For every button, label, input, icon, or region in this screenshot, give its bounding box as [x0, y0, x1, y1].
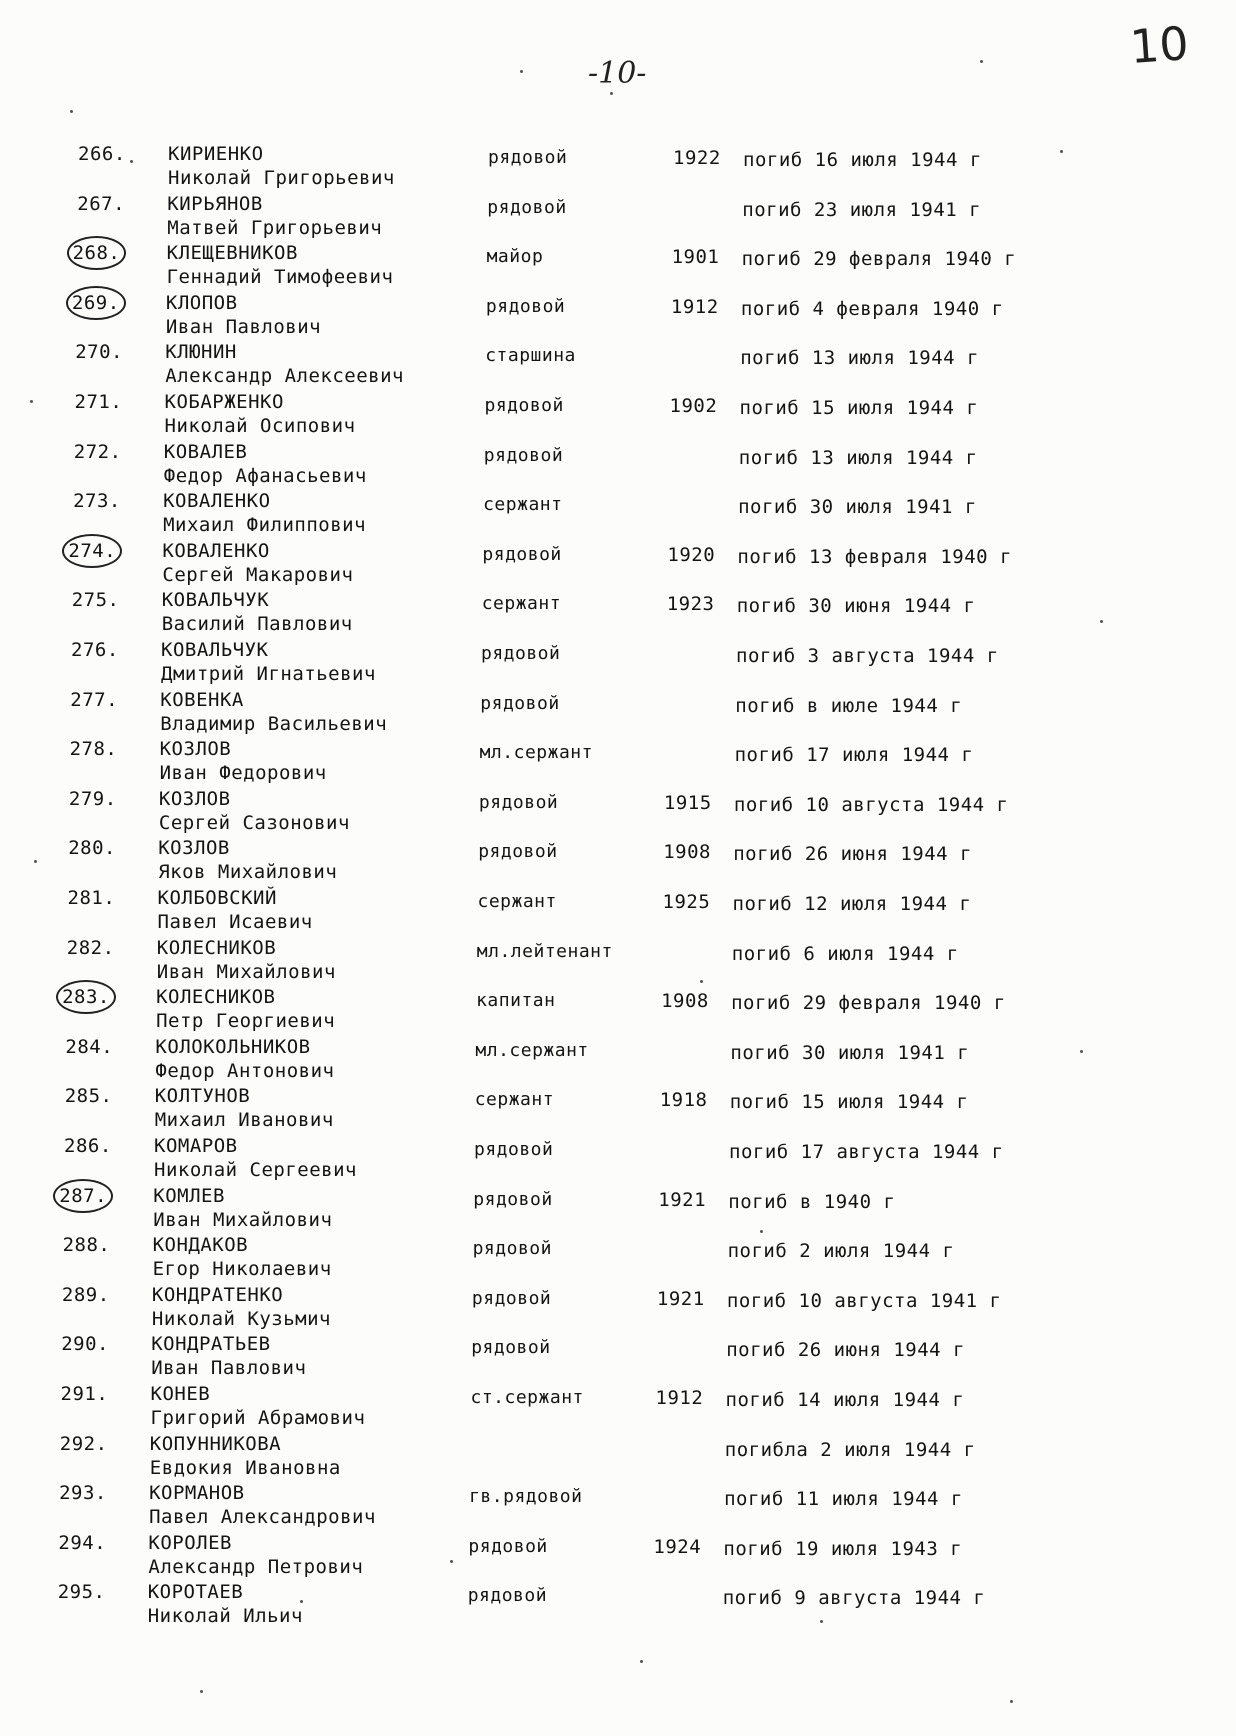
entry-surname: КОМЛЕВ — [153, 1184, 225, 1207]
entry-rank: рядовой — [478, 841, 558, 863]
entry-number: 288. — [62, 1234, 111, 1257]
entry-rank: рядовой — [472, 1238, 552, 1260]
entry-surname: КОВАЛЕВ — [163, 440, 248, 463]
entry-given-name: Сергей Макарович — [162, 563, 354, 586]
entry-number: 276. — [71, 639, 119, 661]
entry-surname: КОЗЛОВ — [159, 738, 232, 761]
entry-rank: сержант — [474, 1089, 555, 1111]
entry-given-name: Евдокия Ивановна — [149, 1456, 341, 1479]
entry-given-name: Александр Петрович — [148, 1555, 364, 1578]
entry-fate: погиб 11 июля 1944 г — [724, 1488, 963, 1511]
scan-speck — [30, 400, 33, 403]
entry-surname: КОРОТАЕВ — [147, 1581, 244, 1604]
list-entry — [77, 192, 1197, 241]
entry-number: 295. — [57, 1581, 106, 1604]
entry-birth-year: 1908 — [661, 990, 709, 1013]
list-entry — [59, 1184, 1183, 1233]
entry-fate: погиб 17 июля 1944 г — [734, 744, 974, 767]
entry-given-name: Василий Павлович — [161, 613, 353, 636]
entry-birth-year: 1901 — [671, 246, 720, 269]
entry-number: 266. — [78, 143, 126, 165]
entry-given-name: Николай Ильич — [147, 1605, 303, 1628]
entry-rank: рядовой — [485, 295, 566, 317]
scan-speck — [1100, 620, 1103, 623]
entry-number: 277. — [70, 688, 119, 711]
entry-fate: погиб 15 июля 1944 г — [729, 1091, 969, 1114]
entry-number: 273. — [73, 490, 121, 513]
entry-given-name: Павел Исаевич — [157, 911, 313, 933]
entry-rank: рядовой — [484, 395, 564, 416]
entry-rank: старшина — [485, 345, 576, 367]
entry-fate: погиб 26 июня 1944 г — [733, 843, 972, 866]
entry-rank: рядовой — [487, 196, 567, 218]
entry-given-name: Николай Григорьевич — [168, 167, 395, 189]
entry-birth-year: 1918 — [659, 1089, 708, 1112]
entry-surname: КЛОПОВ — [165, 291, 238, 314]
list-entry — [69, 787, 1189, 836]
entry-surname: КОБАРЖЕНКО — [164, 391, 284, 413]
entry-fate: погиб 29 февраля 1940 г — [731, 992, 1006, 1015]
entry-given-name: Иван Павлович — [151, 1357, 307, 1380]
scan-speck — [70, 110, 73, 113]
entry-rank: майор — [486, 246, 544, 268]
entry-rank: сержант — [477, 891, 557, 912]
list-entry — [68, 539, 1192, 588]
entry-fate: погиб 13 февраля 1940 г — [737, 545, 1012, 568]
list-entry — [61, 1332, 1181, 1381]
entry-fate: погиб 23 июля 1941 г — [742, 198, 982, 221]
entry-surname: КОВАЛЕНКО — [162, 539, 270, 562]
entry-rank: рядовой — [482, 543, 562, 565]
scan-speck — [980, 60, 983, 63]
entry-number: 280. — [68, 837, 116, 860]
scan-speck — [34, 860, 37, 863]
entry-fate: погиб в 1940 г — [728, 1190, 896, 1213]
entry-given-name: Григорий Абрамович — [150, 1407, 366, 1429]
entry-given-name: Дмитрий Игнатьевич — [161, 663, 376, 685]
entry-surname: КОЛЕСНИКОВ — [156, 936, 277, 959]
entry-surname: КОЛТУНОВ — [154, 1085, 251, 1108]
entry-fate: погиб 17 августа 1944 г — [729, 1141, 1004, 1163]
entry-surname: КОВЕНКА — [160, 688, 244, 711]
list-entry — [72, 241, 1197, 290]
entry-fate: погиб 30 июня 1944 г — [736, 595, 976, 618]
list-entry — [68, 886, 1188, 935]
entry-fate: погиб 6 июля 1944 г — [731, 942, 959, 965]
entry-surname: КЛЕЩЕВНИКОВ — [166, 242, 298, 265]
entry-birth-year: 1912 — [655, 1387, 704, 1409]
entry-given-name: Михаил Филиппович — [163, 514, 367, 537]
entry-birth-year: 1925 — [662, 891, 711, 913]
entry-fate: погиб 30 июля 1941 г — [738, 496, 977, 519]
entry-given-name: Николай Осипович — [164, 415, 356, 437]
scan-speck — [450, 1560, 453, 1563]
entry-surname: КОВАЛЬЧУК — [161, 639, 269, 661]
entry-number: 278. — [69, 738, 118, 761]
entry-number: 291. — [60, 1383, 109, 1405]
entry-birth-year: 1921 — [656, 1287, 705, 1310]
entry-rank: рядовой — [480, 692, 560, 714]
entry-fate: погиб 15 июля 1944 г — [739, 397, 979, 419]
scan-speck — [760, 1230, 763, 1233]
entry-birth-year: 1912 — [670, 295, 719, 318]
list-entry — [58, 1580, 1178, 1629]
entry-rank: рядовой — [481, 643, 561, 664]
entry-rank: гв.рядовой — [469, 1486, 583, 1508]
entry-number: 272. — [73, 440, 122, 463]
entry-number: 275. — [71, 589, 120, 612]
entry-number: 286. — [64, 1135, 112, 1157]
entry-rank: рядовой — [471, 1337, 551, 1359]
list-entry — [61, 1382, 1181, 1431]
entry-given-name: Федор Антонович — [155, 1059, 335, 1082]
entry-birth-year: 1902 — [669, 395, 718, 417]
entry-surname: КОРОЛЕВ — [148, 1531, 232, 1554]
entry-fate: погиб 9 августа 1944 г — [722, 1587, 986, 1610]
entry-fate: погиб 2 июля 1944 г — [727, 1240, 955, 1263]
entry-given-name: Николай Сергеевич — [154, 1159, 357, 1181]
entry-rank: рядовой — [488, 147, 568, 168]
entry-rank: мл.сержант — [475, 1039, 589, 1061]
entry-surname: КОМАРОВ — [154, 1135, 238, 1157]
entry-surname: КОЛОКОЛЬНИКОВ — [155, 1035, 311, 1058]
entry-birth-year: 1915 — [663, 791, 712, 814]
entry-surname: КОЗЛОВ — [158, 787, 231, 810]
entry-birth-year: 1924 — [653, 1535, 702, 1558]
entry-number: 285. — [64, 1085, 113, 1108]
entry-number: 294. — [58, 1531, 107, 1554]
entry-surname: КИРЬЯНОВ — [167, 192, 263, 215]
list-entry — [64, 1134, 1184, 1183]
entry-number: 270. — [75, 341, 123, 364]
entry-fate: погиб 10 августа 1944 г — [733, 793, 1009, 816]
list-entry — [78, 142, 1198, 191]
list-entry — [62, 985, 1186, 1034]
entry-number: 279. — [68, 787, 117, 810]
entry-given-name: Александр Алексеевич — [165, 365, 404, 388]
entry-given-name: Михаил Иванович — [154, 1109, 334, 1132]
entry-given-name: Егор Николаевич — [152, 1258, 332, 1281]
entry-birth-year: 1922 — [673, 147, 721, 169]
entry-fate: погиб 19 июля 1943 г — [723, 1537, 963, 1560]
list-entry — [72, 588, 1192, 637]
entry-rank: сержант — [483, 494, 563, 516]
entry-given-name: Николай Кузьмич — [151, 1307, 331, 1330]
entry-given-name: Яков Михайлович — [158, 861, 338, 884]
entry-fate: погиб 26 июня 1944 г — [726, 1339, 965, 1362]
scan-speck — [700, 980, 703, 983]
list-entry — [63, 1233, 1183, 1282]
entry-fate: погиб 12 июля 1944 г — [732, 893, 972, 915]
entry-given-name: Павел Александрович — [149, 1506, 376, 1529]
list-entry — [70, 688, 1190, 737]
list-entry — [75, 390, 1195, 439]
scan-speck — [1060, 150, 1063, 153]
entry-surname: КОВАЛЬЧУК — [161, 589, 270, 612]
entry-rank: рядовой — [478, 791, 559, 813]
entry-given-name: Иван Павлович — [165, 315, 322, 338]
handwritten-sheet-number: 10 — [1128, 16, 1191, 74]
entry-birth-year: 1923 — [666, 593, 715, 616]
entry-rank: рядовой — [471, 1287, 552, 1309]
entry-given-name: Геннадий Тимофеевич — [166, 266, 394, 289]
entry-number: 292. — [59, 1432, 108, 1455]
entry-given-name: Федор Афанасьевич — [163, 464, 367, 487]
entry-surname: КОПУННИКОВА — [149, 1432, 282, 1455]
entry-number: 287. — [53, 1179, 113, 1213]
scan-speck — [1010, 1700, 1013, 1703]
entry-rank: рядовой — [467, 1585, 548, 1607]
entry-surname: КОРМАНОВ — [149, 1482, 245, 1505]
scan-speck — [820, 1620, 823, 1623]
list-entry — [71, 638, 1191, 687]
list-entry — [59, 1481, 1179, 1530]
entry-fate: погиб 4 февраля 1940 г — [740, 297, 1004, 320]
scan-speck — [640, 1660, 643, 1663]
entry-rank: рядовой — [473, 1188, 553, 1210]
entry-surname: КОНДАКОВ — [152, 1234, 249, 1257]
list-entry — [62, 1283, 1182, 1332]
page-number: -10- — [588, 56, 647, 91]
list-entry — [67, 936, 1187, 985]
entry-birth-year: 1921 — [658, 1188, 707, 1211]
entry-rank: ст.сержант — [470, 1387, 584, 1408]
entry-given-name: Матвей Григорьевич — [167, 216, 383, 239]
list-entry — [74, 440, 1194, 489]
scan-speck — [300, 1600, 303, 1603]
list-entry — [60, 1432, 1180, 1481]
entry-number: 267. — [77, 192, 126, 215]
entry-rank: рядовой — [483, 444, 564, 466]
entry-number: 284. — [65, 1035, 114, 1058]
entry-surname: КОЛЕСНИКОВ — [156, 986, 276, 1009]
entry-surname: КИРИЕНКО — [168, 143, 264, 165]
entry-surname: КОЗЛОВ — [158, 837, 230, 860]
entry-surname: КОНЕВ — [150, 1383, 211, 1405]
entry-given-name: Иван Михайлович — [153, 1208, 333, 1231]
scan-speck — [520, 70, 523, 73]
entry-number: 289. — [61, 1283, 110, 1306]
entry-given-name: Владимир Васильевич — [160, 712, 388, 735]
entry-fate: погиб в июле 1944 г — [735, 694, 963, 717]
list-entry — [71, 291, 1196, 340]
entry-number: 293. — [59, 1482, 107, 1505]
entry-rank: рядовой — [468, 1535, 548, 1557]
list-entry — [58, 1531, 1178, 1580]
scan-speck — [200, 1690, 203, 1693]
list-entry — [68, 836, 1188, 885]
entry-given-name: Петр Георгиевич — [156, 1010, 336, 1033]
scan-speck — [1080, 1050, 1083, 1053]
entry-birth-year: 1920 — [667, 543, 716, 566]
entry-fate: погиб 29 февраля 1940 г — [741, 248, 1017, 271]
list-entry — [75, 340, 1195, 389]
entry-surname: КОНДРАТЬЕВ — [151, 1333, 271, 1356]
entry-number: 290. — [61, 1333, 109, 1356]
entry-given-name: Иван Михайлович — [156, 960, 336, 983]
entry-number: 282. — [66, 936, 115, 959]
entry-surname: КОЛБОВСКИЙ — [157, 887, 277, 909]
entry-given-name: Иван Федорович — [159, 762, 327, 785]
list-entry — [65, 1035, 1185, 1084]
entry-rank: мл.лейтенант — [476, 940, 613, 962]
entry-number: 268. — [67, 236, 127, 270]
entry-number: 274. — [62, 534, 122, 568]
entry-surname: КЛЮНИН — [165, 341, 237, 364]
entry-rank: сержант — [481, 593, 562, 615]
entry-fate: погиб 13 июля 1944 г — [740, 347, 979, 370]
entry-surname: КОВАЛЕНКО — [163, 490, 271, 513]
entry-rank: мл.сержант — [479, 742, 593, 764]
entry-number: 271. — [74, 391, 123, 413]
entry-fate: погиб 13 июля 1944 г — [738, 446, 978, 469]
entry-fate: погиб 30 июля 1941 г — [730, 1041, 970, 1064]
entry-number: 281. — [67, 887, 116, 909]
entry-rank: капитан — [476, 990, 556, 1012]
scan-speck — [610, 92, 613, 95]
list-entry — [65, 1084, 1185, 1133]
entry-number: 269. — [66, 286, 126, 320]
entry-surname: КОНДРАТЕНКО — [151, 1283, 284, 1306]
entry-fate: погиб 16 июля 1944 г — [743, 149, 982, 171]
list-entry — [73, 489, 1193, 538]
entry-given-name: Сергей Сазонович — [158, 811, 350, 834]
scan-speck — [130, 160, 133, 163]
entry-fate: погибла 2 июля 1944 г — [724, 1438, 976, 1461]
entry-fate: погиб 10 августа 1941 г — [726, 1289, 1002, 1312]
entry-number: 283. — [56, 980, 116, 1014]
entry-rank: рядовой — [474, 1139, 554, 1160]
entry-fate: погиб 14 июля 1944 г — [725, 1389, 965, 1411]
entry-fate: погиб 3 августа 1944 г — [736, 645, 999, 667]
entry-birth-year: 1908 — [663, 841, 711, 864]
list-entry — [70, 737, 1190, 786]
